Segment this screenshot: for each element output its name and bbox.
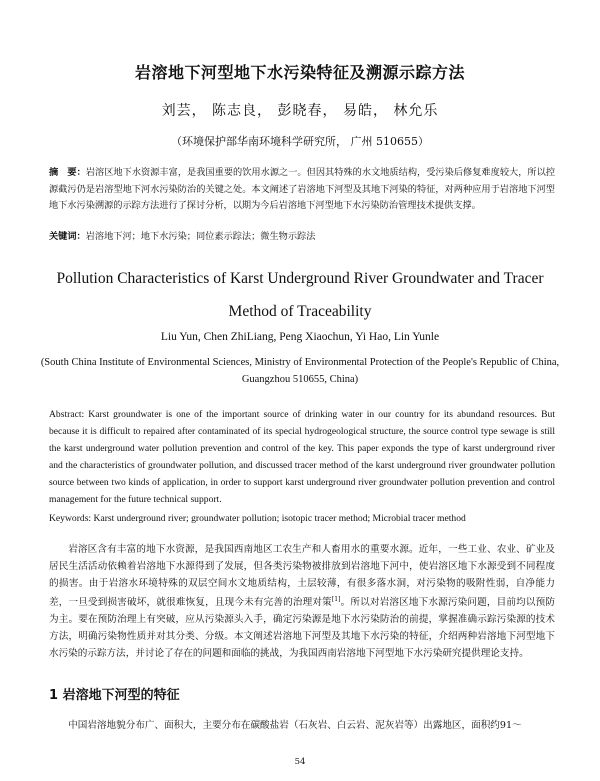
english-abstract — [49, 406, 555, 508]
english-authors: Liu Yun, Chen ZhiLiang, Peng Xiaochun, Yi Hao, Lin Yunle — [160, 331, 440, 343]
english-title-line2: Method of Traceability — [228, 303, 372, 320]
chinese-abstract — [49, 165, 555, 215]
english-abstract-text: Karst groundwater is one of the important source of drinking water in our country for its abundand resources. But because it is difficult to repaired after contaminated of its special hydrogeological structure, the source control type sewage is still the karst underground water pollution prevention and control of the key. This paper exponds the type of karst underground river and the characteristics of groundwater pollution, and discussed tracer method of the karst underground river groundwater pollution source between two kinds of application, in order to support karst underground river groundwater pollution prevention and control management for the future technical support. — [49, 409, 555, 505]
section-1-paragraph: 中国岩溶地貌分布广、面积大，主要分布在碳酸盐岩（石灰岩、白云岩、泥灰岩等）出露地区，面积约91～ — [68, 720, 522, 731]
chinese-authors: 刘芸， 陈志良， 彭晓春， 易皓， 林允乐 — [161, 103, 439, 119]
chinese-abstract-label: 摘 要： — [49, 167, 86, 178]
intro-text-part1: 岩溶区含有丰富的地下水资源，是我国西南地区工农生产和人畜用水的重要水源。近年，一些工业、农业、矿业及居民生活活动依赖着岩溶地下水源得到了发展，但各类污染物被排放到岩溶地下河中，使岩溶区地下水源受到不同程度的损害。由于岩溶水环境特殊的双层空间水文地质结构，土层较薄，有很多落水洞，对污染物的吸附性弱，自净能力差，一旦受到损害破坏，就很难恢复，且现今未有完善的治理对策 — [49, 544, 555, 609]
intro-paragraph — [49, 542, 555, 663]
chinese-abstract-text: 岩溶区地下水资源丰富，是我国重要的饮用水源之一。但因其特殊的水文地质结构，受污染后修复难度较大，所以控源截污仍是岩溶型地下河水污染防治的关键之处。本文阐述了岩溶地下河型及其地下河染的特征，对两种应用于岩溶地下河型地下水污染溯源的示踪方法进行了探讨分析，以期为今后岩溶地下河型地下水污染防治管理技术提供支撑。 — [49, 167, 556, 211]
intro-text-part2: 。所以对岩溶区地下水源污染问题，目前均以预防为主。要在预防治理上有突破，应从污染源头入手，确定污染源是地下水污染防治的前提，掌握准确示踪污染源的技术方法，明确污染物性质并对其分类、分级。本文阐述岩溶地下河型及其地下水污染的特征，介绍两种岩溶地下河型地下水污染的示踪方法，并讨论了存在的问题和面临的挑战，为我国西南岩溶地下河型地下水污染研究提供理论支持。 — [49, 597, 556, 659]
english-title-line1: Pollution Characteristics of Karst Underground River Groundwater and Tracer — [56, 270, 544, 287]
english-title — [0, 262, 600, 328]
english-keywords — [49, 513, 555, 524]
section-1-heading: 1 岩溶地下河型的特征 — [49, 688, 180, 703]
chinese-title: 岩溶地下河型地下水污染特征及溯源示踪方法 — [134, 63, 465, 82]
chinese-affiliation: （环境保护部华南环境科学研究所， 广州 510655） — [171, 135, 429, 148]
english-keywords-text: Karst underground river; groundwater pollution; isotopic tracer method; Microbial tracer method — [93, 513, 466, 524]
page-number: 54 — [294, 757, 306, 767]
chinese-keywords-label: 关键词： — [49, 231, 86, 242]
chinese-keywords-text: 岩溶地下河；地下水污染；同位素示踪法；微生物示踪法 — [85, 231, 316, 242]
chinese-keywords — [49, 228, 555, 242]
english-keywords-label: Keywords: — [49, 513, 92, 524]
citation-ref[interactable]: [1] — [331, 596, 341, 604]
english-abstract-label: Abstract: — [49, 409, 85, 420]
english-affiliation: (South China Institute of Environmental Sciences, Ministry of Environmental Protection of the People's Republic of China, Guangzhou 510655, China) — [40, 357, 560, 385]
